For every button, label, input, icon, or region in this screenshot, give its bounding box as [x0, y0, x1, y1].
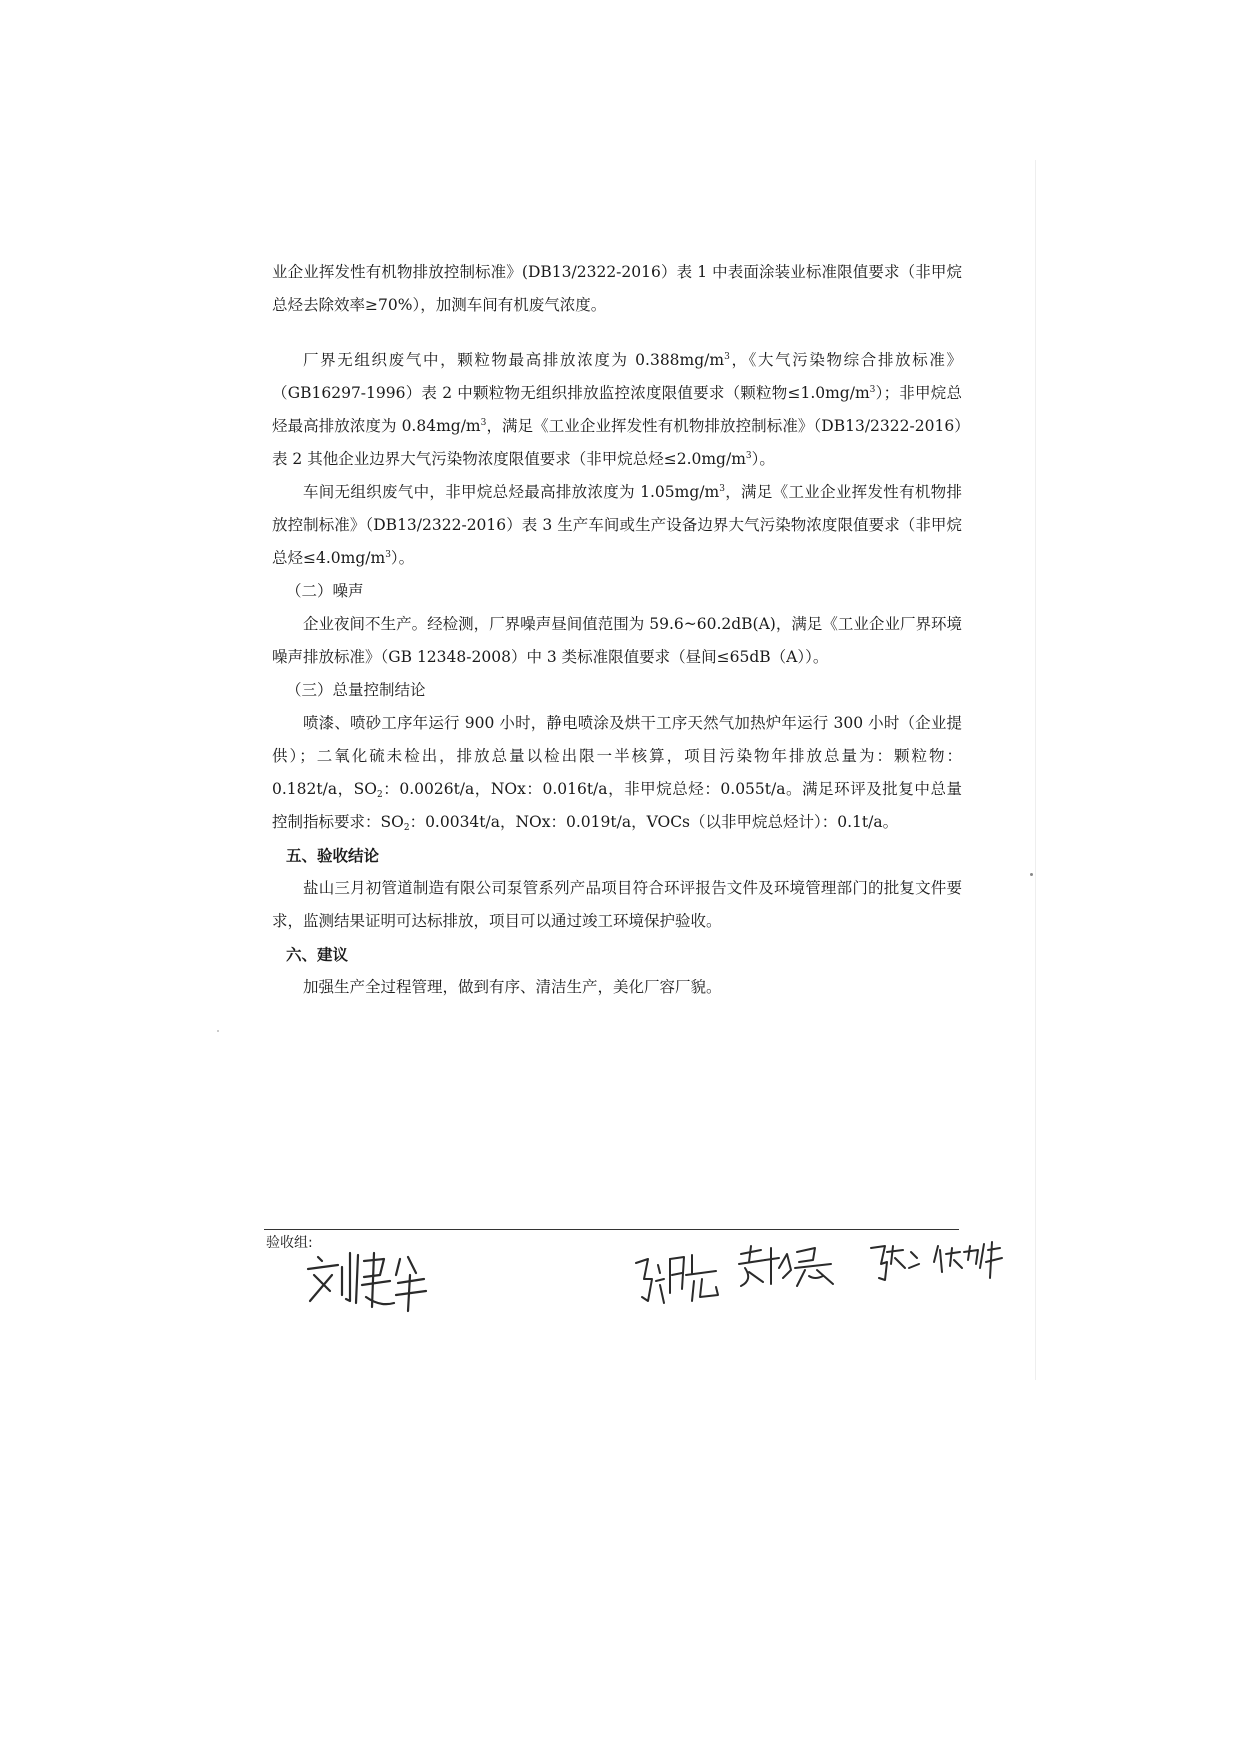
- text-run: ，满足《工业企业挥发性有机物排放控制标准》（DB13/2322-2016）表 2 其他企业边界大气污染物浓度限值要求（非甲烷总烃≤2.0mg/m: [272, 417, 962, 468]
- handwritten-signature: [630, 1245, 725, 1315]
- text-run: 车间无组织废气中，非甲烷总烃最高排放浓度为 1.05mg/m: [303, 483, 720, 501]
- subscript: 2: [403, 823, 410, 833]
- text-run: ，《大气污染物综合排放标准》（GB16297-1996）表 2 中颗粒物无组织排放监控浓度限值要求（颗粒物≤1.0mg/m: [272, 351, 962, 402]
- text-run: ）。: [390, 549, 415, 567]
- text-run: 厂界无组织废气中，颗粒物最高排放浓度为 0.388mg/m: [303, 351, 725, 369]
- paragraph-text: 业企业挥发性有机物排放控制标准》(DB13/2322-2016）表 1 中表面涂装业标准限值要求（非甲烷总烃去除效率≥70%），加测车间有机废气浓度。: [272, 263, 962, 314]
- paragraph-noise: [272, 608, 962, 674]
- paragraph-continuation: [272, 256, 962, 322]
- signature-rule: [264, 1229, 959, 1230]
- text-run: ：0.0026t/a，NOx：0.016t/a，非甲烷总烃：0.055t/a。满足环评及批复中总量控制指标要求：SO: [272, 780, 962, 831]
- paragraph-workshop-emissions: [272, 476, 962, 575]
- superscript: 3: [719, 484, 725, 494]
- superscript: 3: [480, 418, 487, 428]
- text-run: 喷漆、喷砂工序年运行 900 小时，静电喷涂及烘干工序天然气加热炉年运行 300 小时（企业提供）；二氧化硫未检出，排放总量以检出限一半核算，项目污染物年排放总量为：颗粒物：0.182t/a，SO: [272, 714, 962, 798]
- subscript: 2: [377, 790, 383, 800]
- paragraph-boundary-emissions: [272, 344, 962, 476]
- handwritten-signature: [735, 1240, 845, 1300]
- handwritten-signature: [300, 1245, 430, 1315]
- section-heading-suggestions: 六、建议: [286, 945, 349, 964]
- text-run: ：0.0034t/a，NOx：0.019t/a，VOCs（以非甲烷总烃计）：0.1t/a。: [409, 813, 899, 831]
- paragraph-suggestions: [272, 971, 962, 1004]
- superscript: 3: [724, 352, 730, 362]
- paragraph-text: 加强生产全过程管理，做到有序、清洁生产，美化厂容厂貌。: [303, 978, 722, 996]
- section-heading-noise: （二）噪声: [286, 582, 364, 600]
- handwritten-signature: [930, 1238, 1006, 1286]
- paragraph-text: 盐山三月初管道制造有限公司泵管系列产品项目符合环评报告文件及环境管理部门的批复文件要求，监测结果证明可达标排放，项目可以通过竣工环境保护验收。: [272, 879, 962, 930]
- superscript: 3: [745, 451, 752, 461]
- superscript: 3: [869, 385, 876, 395]
- scan-speck: [217, 1030, 219, 1032]
- scan-edge-line: [1035, 160, 1036, 1380]
- paragraph-total-control: [272, 707, 962, 839]
- signature-label: 验收组:: [266, 1235, 313, 1251]
- report-body: [272, 256, 962, 1004]
- section-heading-acceptance-conclusion: 五、验收结论: [286, 846, 380, 865]
- text-run: ）；非甲烷总烃最高排放浓度为 0.84mg/m: [272, 384, 962, 435]
- superscript: 3: [385, 550, 391, 560]
- text-run: ，满足《工业企业挥发性有机物排放控制标准》（DB13/2322-2016）表 3 生产车间或生产设备边界大气污染物浓度限值要求（非甲烷总烃≤4.0mg/m: [272, 483, 962, 567]
- paragraph-acceptance-conclusion: [272, 872, 962, 938]
- text-run: ）。: [751, 450, 775, 468]
- scan-speck: [1030, 873, 1033, 876]
- paragraph-text: 企业夜间不生产。经检测，厂界噪声昼间值范围为 59.6~60.2dB(A)，满足《工业企业厂界环境噪声排放标准》（GB 12348-2008）中 3 类标准限值要求（昼间≤65dB（A））。: [272, 615, 962, 666]
- section-heading-total-control: （三）总量控制结论: [286, 681, 426, 699]
